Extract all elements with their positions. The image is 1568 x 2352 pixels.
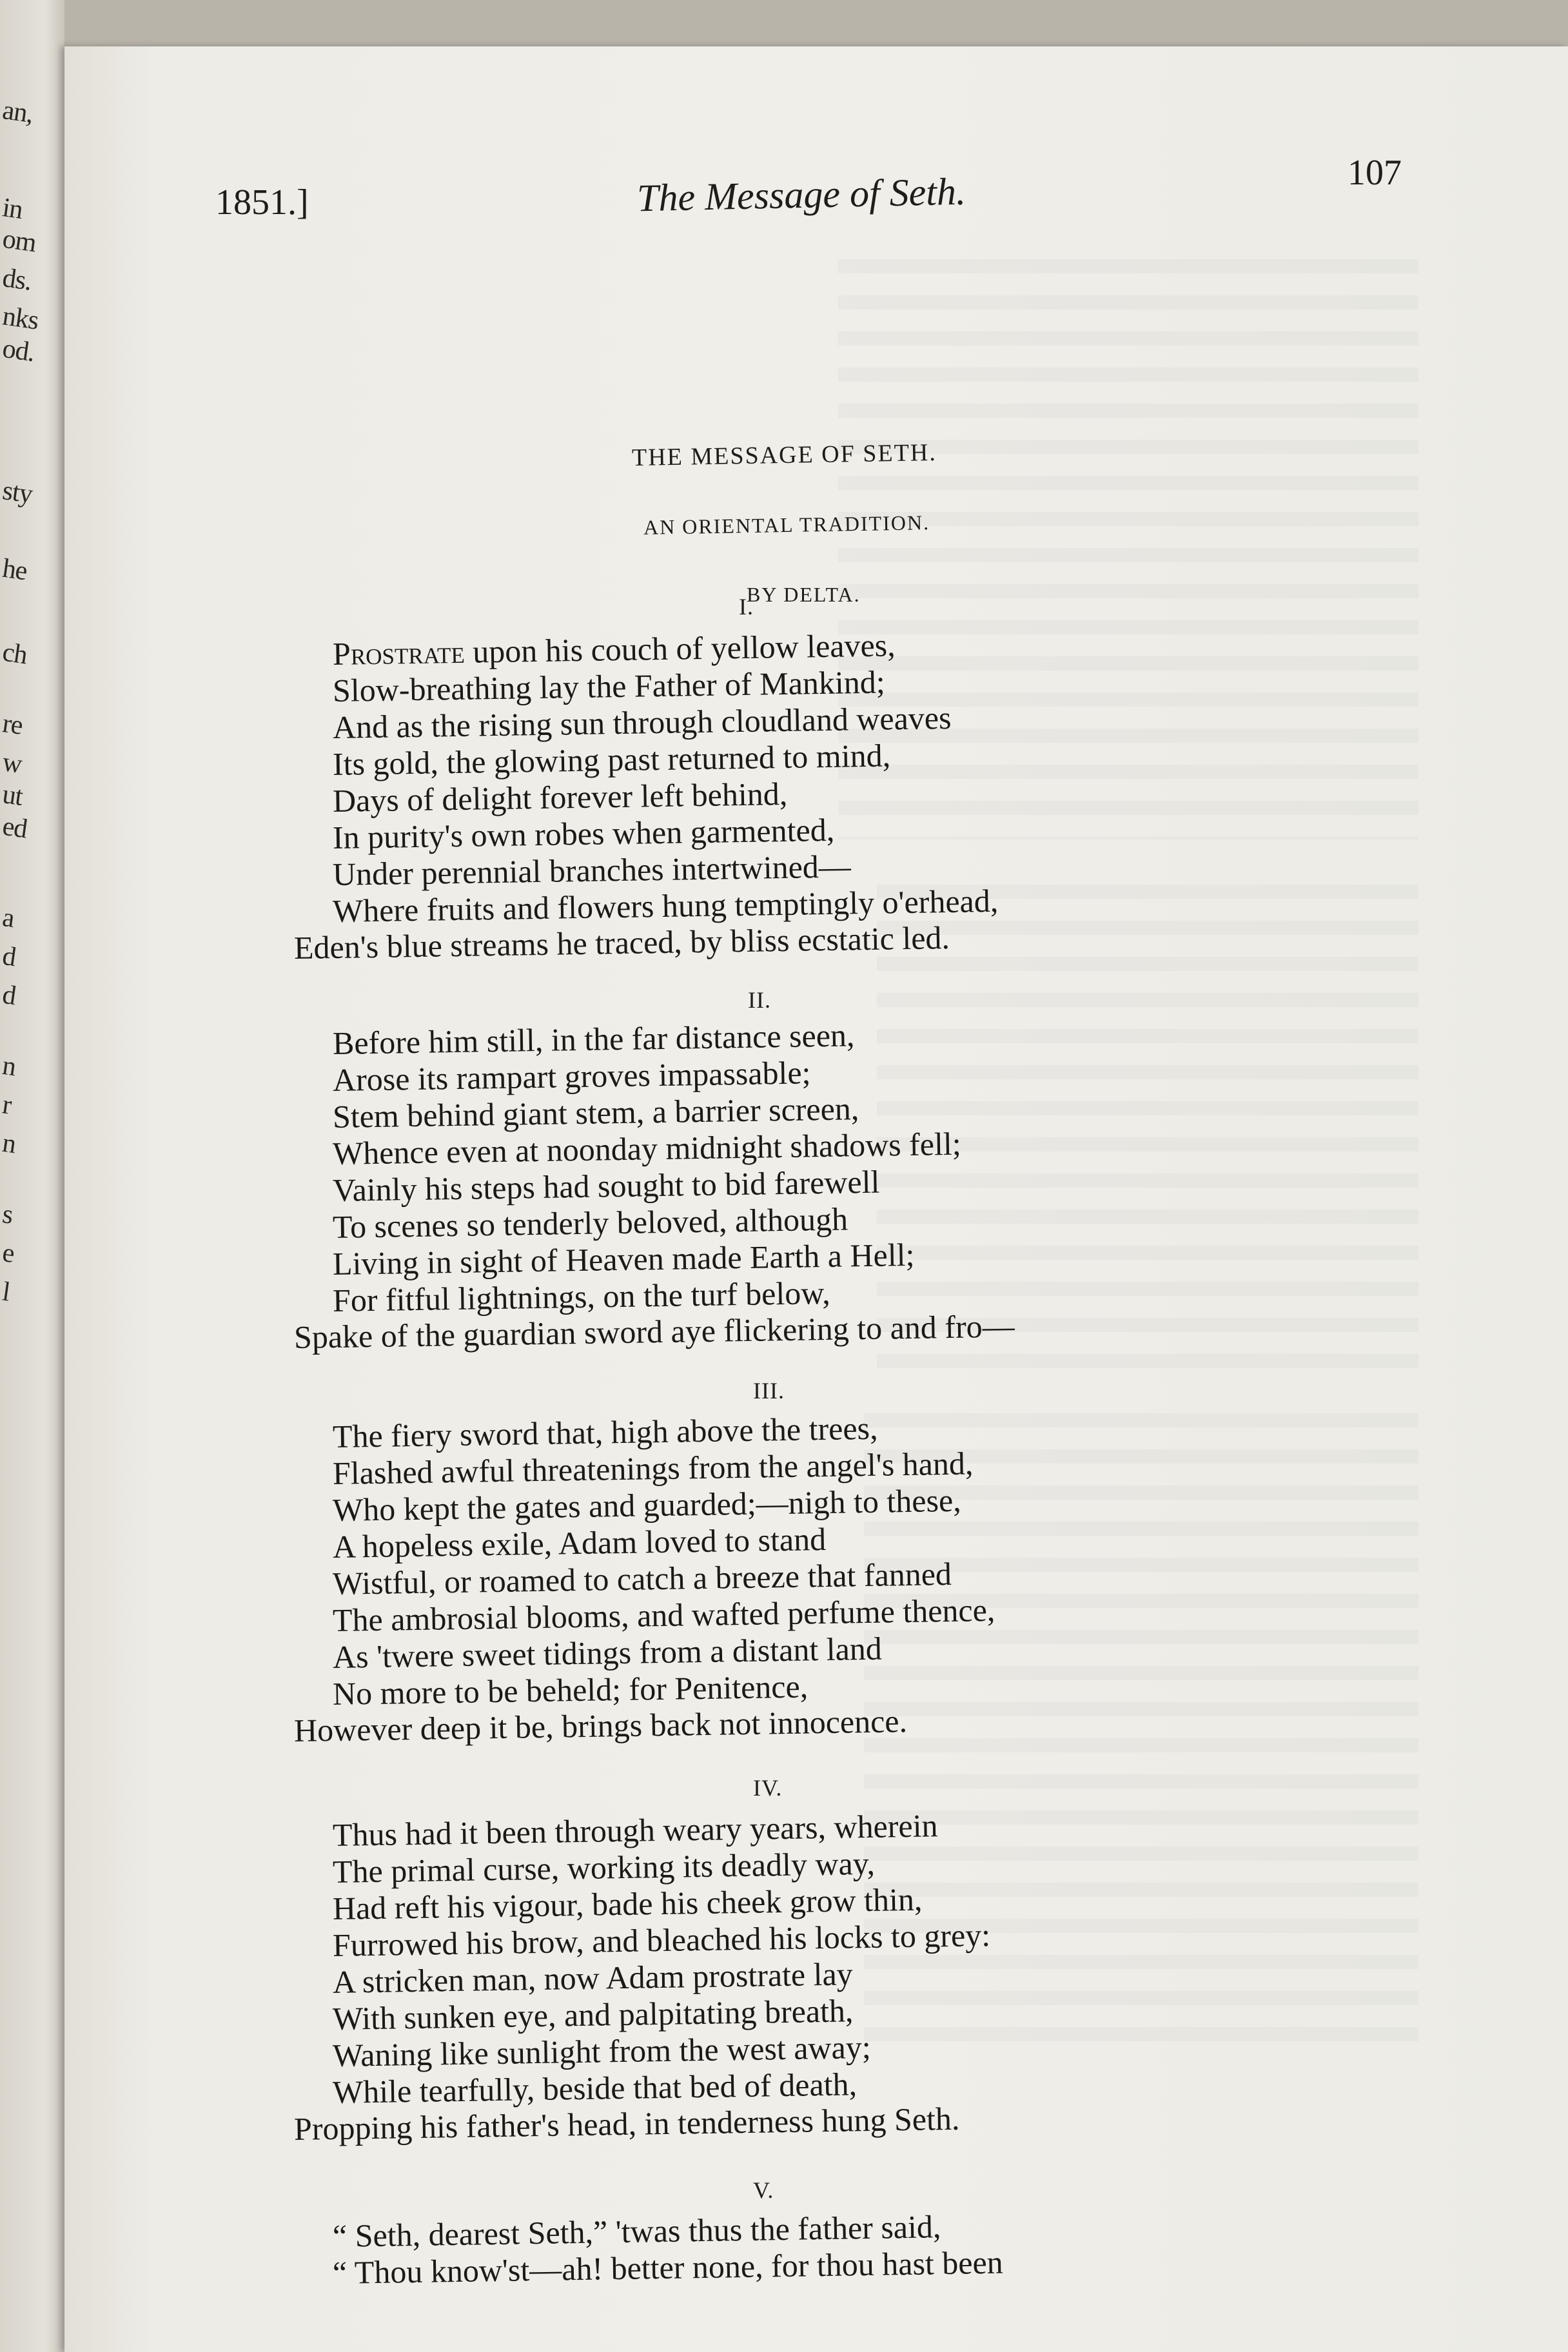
- margin-fragment: ch: [0, 637, 29, 671]
- poem-line: With sunken eye, and palpitating breath,: [332, 1992, 854, 2037]
- poem-line: Wistful, or roamed to catch a breeze that fanned: [332, 1555, 952, 1602]
- poem-line: No more to be beheld; for Penitence,: [332, 1668, 808, 1712]
- margin-fragment: ds.: [1, 263, 34, 297]
- margin-fragment: d: [0, 941, 18, 973]
- poem-line: Before him still, in the far distance seen,: [332, 1017, 855, 1061]
- poem-line: Furrowed his brow, and bleached his locks to grey:: [332, 1916, 991, 1963]
- poem-line: To scenes so tenderly beloved, although: [332, 1200, 848, 1245]
- poem-subtitle: AN ORIENTAL TRADITION.: [643, 511, 930, 539]
- poem-line: Its gold, the glowing past returned to mind,: [332, 737, 891, 782]
- margin-fragment: om: [1, 224, 38, 259]
- margin-fragment: s: [0, 1199, 15, 1230]
- stanza-numeral: III.: [753, 1378, 785, 1404]
- poem-title: THE MESSAGE OF SETH.: [631, 438, 937, 472]
- margin-fragment: e: [0, 1237, 16, 1269]
- margin-fragment: r: [0, 1090, 14, 1121]
- poem-line: Waning like sunlight from the west away;: [332, 2028, 872, 2073]
- poem-line: The primal curse, working its deadly way,: [332, 1845, 876, 1890]
- margin-fragment: w: [0, 747, 24, 779]
- byline: BY DELTA.: [747, 583, 861, 606]
- margin-fragment: ed: [0, 811, 29, 845]
- margin-fragment: ut: [0, 779, 24, 812]
- poem-line: Arose its rampart groves impassable;: [332, 1054, 811, 1098]
- poem-line: As 'twere sweet tidings from a distant land: [332, 1630, 883, 1675]
- stanza-numeral: I.: [739, 594, 754, 620]
- margin-fragment: l: [0, 1277, 12, 1308]
- poem-line: Where fruits and flowers hung temptingly o'erhead,: [332, 882, 999, 929]
- margin-fragment: nks: [1, 301, 41, 336]
- margin-fragment: d: [0, 979, 18, 1012]
- poem-line: Thus had it been through weary years, wherein: [332, 1807, 938, 1853]
- poem-line: Eden's blue streams he traced, by bliss ecstatic led.: [293, 919, 950, 966]
- poem-line: However deep it be, brings back not innocence.: [293, 1703, 908, 1749]
- margin-fragment: sty: [1, 476, 34, 509]
- margin-fragment: he: [0, 553, 29, 587]
- poem-line: A stricken man, now Adam prostrate lay: [332, 1955, 854, 2000]
- poem-line: Spake of the guardian sword aye flickering to and fro—: [293, 1308, 1015, 1355]
- poem-line: Propping his father's head, in tenderness hung Seth.: [293, 2100, 960, 2147]
- poem-line: Vainly his steps had sought to bid farewell: [332, 1163, 880, 1208]
- poem-line: A hopeless exile, Adam loved to stand: [332, 1520, 827, 1565]
- poem-line: Flashed awful threatenings from the angel's hand,: [332, 1445, 974, 1491]
- header-year: 1851.]: [215, 182, 309, 222]
- poem-line: For fitful lightnings, on the turf below,: [332, 1274, 831, 1318]
- poem-line: “ Seth, dearest Seth,” 'twas thus the father said,: [332, 2208, 941, 2254]
- stanza-numeral: II.: [748, 987, 771, 1013]
- stanza-numeral: V.: [753, 2177, 774, 2203]
- poem-line: Stem behind giant stem, a barrier screen,: [332, 1090, 859, 1135]
- poem-line: Who kept the gates and guarded;—nigh to these,: [332, 1482, 962, 1528]
- book-page: [64, 46, 1568, 2352]
- poem-line: Slow-breathing lay the Father of Mankind;: [332, 663, 886, 709]
- poem-line: Days of delight forever left behind,: [332, 775, 788, 819]
- poem-line: Had reft his vigour, bade his cheek grow thin,: [332, 1881, 923, 1926]
- poem-line: In purity's own robes when garmented,: [332, 811, 835, 856]
- poem-line: The fiery sword that, high above the trees,: [332, 1409, 878, 1455]
- margin-fragment: n: [0, 1050, 18, 1083]
- running-title: The Message of Seth.: [636, 170, 966, 220]
- page-number: 107: [1348, 153, 1402, 193]
- margin-fragment: re: [0, 709, 24, 741]
- poem-line: Living in sight of Heaven made Earth a Hell;: [332, 1236, 915, 1282]
- poem-line: While tearfully, beside that bed of death,: [332, 2066, 858, 2110]
- stanza-numeral: IV.: [753, 1775, 783, 1801]
- poem-line: Whence even at noonday midnight shadows fell;: [332, 1125, 962, 1171]
- poem-line: Prostrate upon his couch of yellow leaves,: [332, 627, 896, 672]
- margin-fragment: an,: [1, 95, 35, 130]
- poem-line: Under perennial branches intertwined—: [332, 848, 852, 892]
- margin-fragment: in: [0, 193, 24, 225]
- margin-fragment: od.: [1, 333, 37, 368]
- poem-line: “ Thou know'st—ah! better none, for thou hast been: [332, 2244, 1004, 2291]
- poem-line: And as the rising sun through cloudland weaves: [332, 699, 952, 745]
- poem-line: The ambrosial blooms, and wafted perfume thence,: [332, 1591, 995, 1638]
- margin-fragment: a: [0, 902, 16, 934]
- margin-fragment: n: [0, 1128, 18, 1160]
